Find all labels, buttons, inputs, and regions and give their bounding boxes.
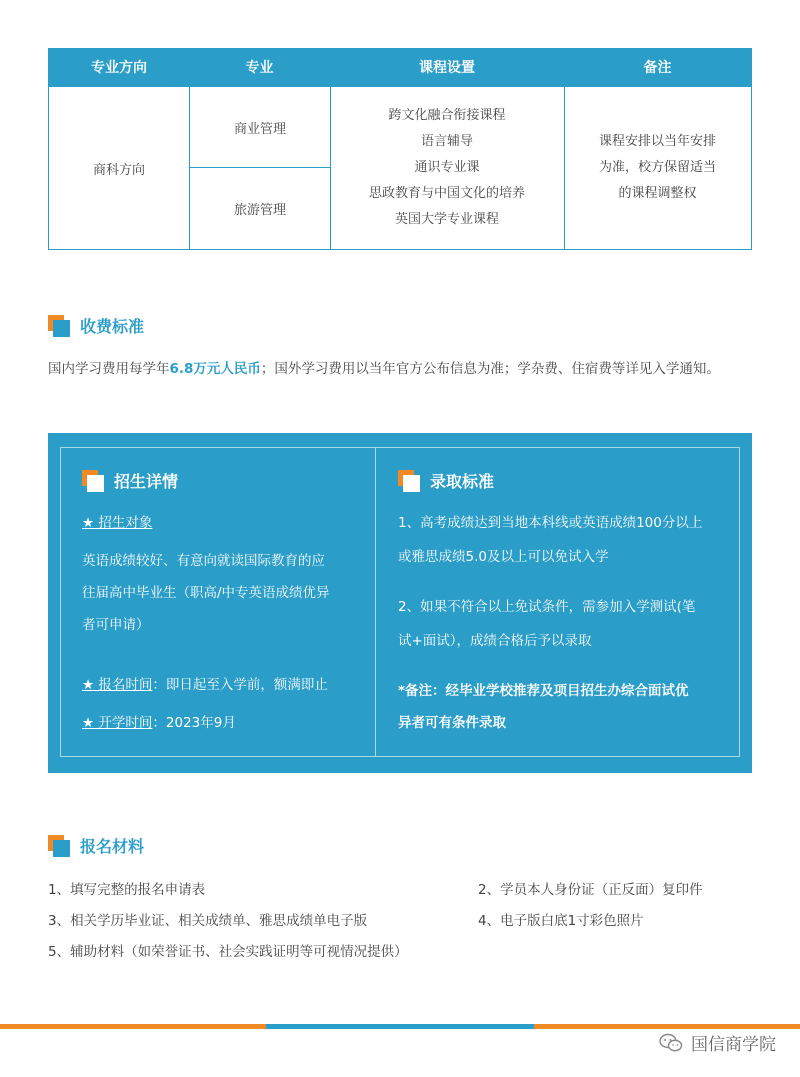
fee-text-before: 国内学习费用每学年	[48, 361, 170, 377]
material-item: 4、电子版白底1寸彩色照片	[478, 913, 644, 929]
criteria-line: 2、如果不符合以上免试条件，需参加入学测试(笔	[398, 599, 696, 615]
square-bullet-icon	[48, 835, 70, 857]
admission-heading	[82, 469, 178, 492]
target-label: ★ 招生对象	[82, 515, 153, 531]
header-courses: 课程设置	[419, 60, 475, 76]
course-item: 跨文化融合衔接课程	[388, 108, 506, 123]
criteria-note-line: *备注：经毕业学校推荐及项目招生办综合面试优	[398, 683, 689, 699]
criteria-line: 试+面试），成绩合格后予以录取	[398, 633, 592, 649]
signup-time	[82, 671, 328, 700]
header-direction: 专业方向	[91, 60, 147, 76]
notes-cell	[564, 87, 751, 249]
course-item: 思政教育与中国文化的培养	[368, 186, 525, 201]
material-item: 1、填写完整的报名申请表	[48, 882, 206, 898]
admission-title: 招生详情	[114, 472, 179, 491]
account-name: 国信商学院	[691, 1035, 776, 1055]
course-item: 英国大学专业课程	[394, 212, 499, 227]
fee-section-heading	[48, 314, 144, 337]
material-item: 3、相关学历毕业证、相关成绩单、雅思成绩单电子版	[48, 913, 368, 929]
major-cell: 旅游管理	[233, 203, 286, 218]
admission-divider	[375, 448, 376, 756]
start-label: ★ 开学时间	[82, 715, 153, 731]
materials-title: 报名材料	[80, 837, 145, 856]
criteria-heading	[398, 469, 494, 492]
major-cell: 商业管理	[233, 121, 286, 137]
course-item: 通识专业课	[414, 160, 480, 175]
signup-label: ★ 报名时间	[82, 677, 153, 693]
wechat-account	[659, 1030, 776, 1055]
fee-title: 收费标准	[80, 317, 145, 336]
note-line: 为准，校方保留适当	[598, 160, 716, 175]
admission-box	[48, 433, 752, 773]
criteria-line: 或雅思成绩5.0及以上可以免试入学	[398, 549, 609, 565]
header-notes: 备注	[643, 60, 672, 76]
note-line: 的课程调整权	[618, 186, 697, 201]
start-value: ：2023年9月	[152, 715, 236, 731]
course-table	[48, 48, 752, 250]
start-time	[82, 709, 236, 738]
note-line: 课程安排以当年安排	[598, 134, 716, 149]
fee-text	[48, 357, 720, 377]
material-item: 5、辅助材料（如荣誉证书、社会实践证明等可视情况提供）	[48, 944, 408, 960]
criteria-note-line: 异者可有条件录取	[398, 715, 506, 731]
target-line: 英语成绩较好、有意向就读国际教育的应	[82, 553, 325, 569]
fee-text-after: ；国外学习费用以当年官方公布信息为准；学杂费、住宿费等详见入学通知。	[260, 361, 720, 377]
criteria-title: 录取标准	[430, 472, 495, 491]
course-item: 语言辅导	[420, 134, 473, 149]
square-bullet-icon	[398, 470, 420, 492]
criteria-line: 1、高考成绩达到当地本科线或英语成绩100分以上	[398, 515, 703, 531]
footer-color-bar	[0, 1024, 800, 1029]
target-line: 者可申请）	[82, 617, 150, 633]
courses-cell	[330, 87, 564, 249]
table-header	[49, 49, 751, 87]
signup-value: ：即日起至入学前，额满即止	[152, 677, 328, 693]
fee-highlight: 6.8万元人民币	[169, 361, 261, 377]
wechat-icon	[659, 1033, 683, 1053]
material-item: 2、学员本人身份证（正反面）复印件	[478, 882, 703, 898]
target-line: 往届高中毕业生（职高/中专英语成绩优异	[82, 585, 330, 601]
square-bullet-icon	[82, 470, 104, 492]
materials-section-heading	[48, 834, 144, 857]
direction-cell: 商科方向	[92, 162, 145, 178]
square-bullet-icon	[48, 315, 70, 337]
header-major: 专业	[245, 60, 274, 76]
